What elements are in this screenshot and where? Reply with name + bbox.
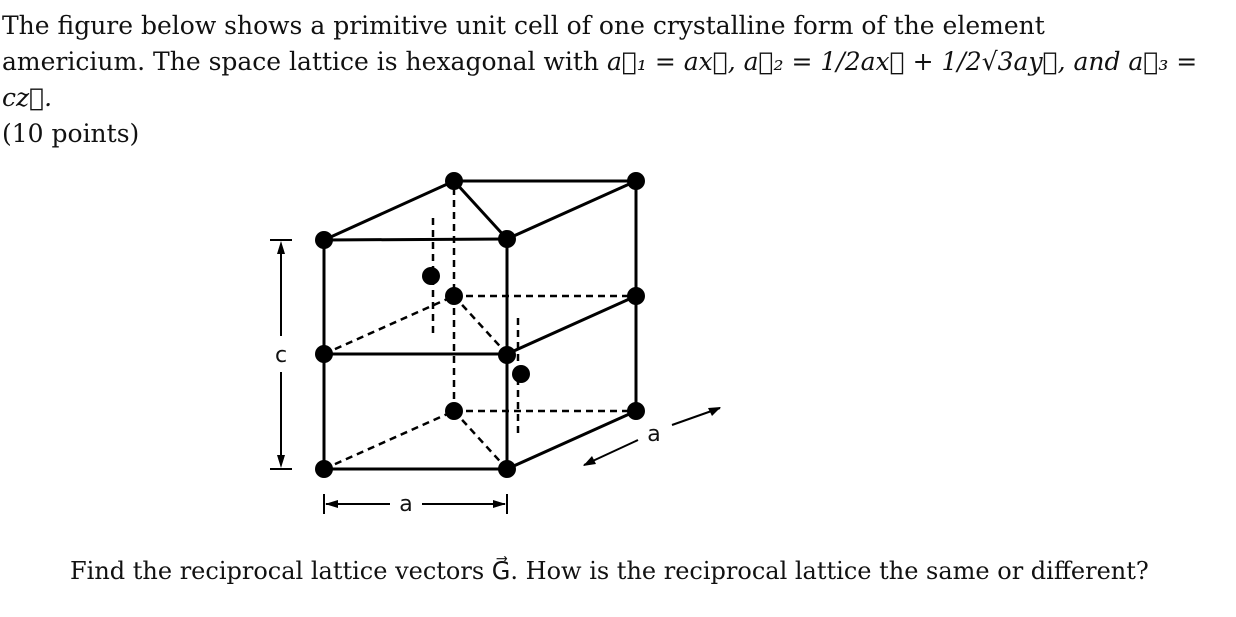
edge-mid-2 (507, 296, 636, 354)
atom-top-left (315, 231, 333, 249)
dim-a-depth-label: a (647, 422, 661, 447)
problem-line-2 (2, 44, 1227, 116)
atom-mid-back (445, 287, 463, 305)
problem-line-1: The figure below shows a primitive unit cell of one crystalline form of the element (2, 11, 1045, 40)
atom-interior-lower (512, 365, 530, 383)
atom-mid-right (627, 287, 645, 305)
atom-top-front (498, 230, 516, 248)
hidden-edge-8 (454, 411, 507, 469)
lattice-vectors-equation: a⃗₁ = ax⃗, a⃗₂ = 1/2ax⃗ + 1/2√3ay⃗, and a⃗₃ = cz⃗. (2, 47, 1198, 112)
edge-top-5 (507, 181, 636, 239)
atom-top-right (627, 172, 645, 190)
problem-line-2-text: americium. The space lattice is hexagonal with (2, 47, 607, 76)
unit-cell-figure (240, 168, 740, 528)
hidden-edge-4 (324, 296, 454, 354)
question-text: Find the reciprocal lattice vectors G⃗. How is the reciprocal lattice the same or different? (70, 557, 1149, 585)
dim-c-arrow-up (277, 241, 285, 254)
dim-c-label: c (274, 343, 288, 368)
edge-top-2 (324, 181, 454, 240)
hidden-edge-7 (324, 411, 454, 469)
edge-top-4 (454, 181, 507, 239)
hidden-edge-5 (454, 296, 507, 354)
atom-top-back (445, 172, 463, 190)
edge-bot-2 (507, 411, 636, 469)
atom-bot-left (315, 460, 333, 478)
atom-interior-upper (422, 267, 440, 285)
dim-a-depth-arrow-lower (583, 456, 596, 466)
atom-mid-front (498, 346, 516, 364)
dim-a-arrow-right (493, 500, 506, 508)
dim-a-depth-arrow-upper (708, 407, 721, 416)
edge-top-1 (324, 239, 507, 240)
problem-statement (2, 8, 1227, 152)
atom-bot-back (445, 402, 463, 420)
dim-a-bottom-label: a (399, 492, 413, 517)
dim-a-arrow-left (325, 500, 338, 508)
atom-mid-left (315, 345, 333, 363)
problem-points: (10 points) (2, 119, 140, 148)
dim-c-arrow-down (277, 455, 285, 468)
atom-bot-right (627, 402, 645, 420)
atom-bot-front (498, 460, 516, 478)
